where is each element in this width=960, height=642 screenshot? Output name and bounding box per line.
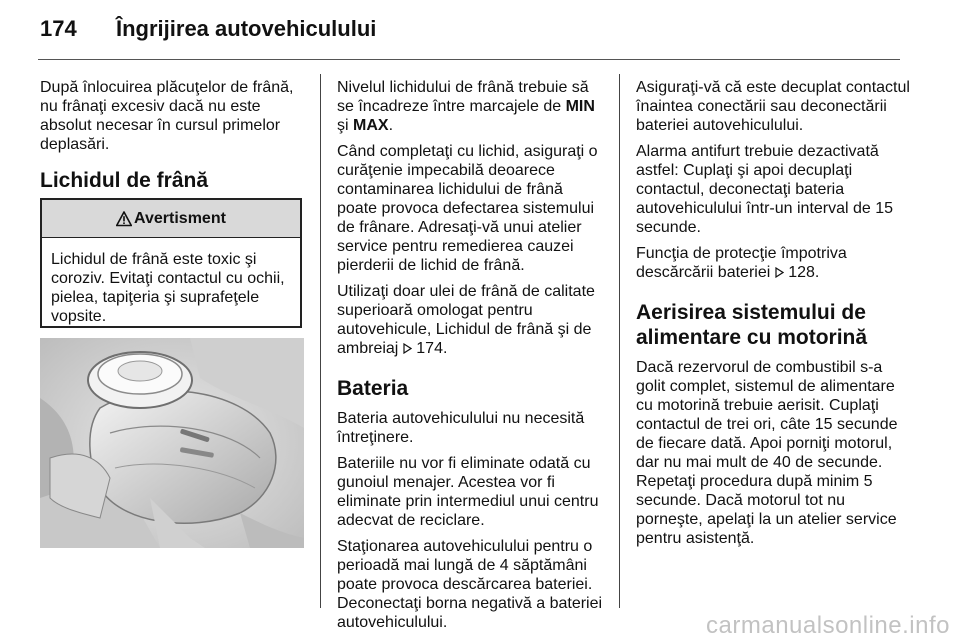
warning-triangle-icon (116, 211, 132, 227)
battery-protection-paragraph: Funcţia de protecţie împotriva descărcării bateriei 128. (636, 245, 847, 281)
page-header (40, 12, 376, 46)
column-1 (40, 78, 308, 201)
battery-disposal-paragraph: Bateriile nu vor fi eliminate odată cu gunoiul menajer. Acestea vor fi eliminate prin intermediul unui centru adecvat de reciclare. (337, 455, 599, 529)
topping-up-paragraph: Când completaţi cu lichid, asiguraţi o curăţenie impecabilă deoarece contaminarea lichidului de frână poate provoca defectarea sistemului de frânare. Adresaţi-vă unui atelier service pentru remedierea cauzei pierderii de lichid de frână. (337, 143, 598, 274)
section-heading-battery: Bateria (337, 377, 409, 400)
min-mark: MIN (565, 98, 595, 115)
header-rule (38, 59, 900, 60)
diesel-bleeding-paragraph: Dacă rezervorul de combustibil s-a golit complet, sistemul de alimentare cu motorină trebuie aerisit. Cuplaţi contactul de trei ori, câte 15 secunde de fiecare dată. Apoi porniţi motorul, dar nu mai mult de 40 de secunde. Repetaţi procedura după minim 5 secunde. Dacă motorul tot nu porneşte, apelaţi la un atelier service pentru asistenţă. (636, 359, 898, 547)
column-2 (337, 78, 607, 639)
section-heading-diesel-bleeding: Aerisirea sistemului de alimentare cu motorină (636, 301, 868, 349)
column-divider-2 (619, 74, 620, 608)
brake-fluid-quality-paragraph: Utilizaţi doar ulei de frână de calitate superioară omologat pentru autovehicule, Lichidul de frână şi de ambreiaj 174. (337, 283, 595, 357)
section-heading-brake-fluid: Lichidul de frână (40, 169, 209, 192)
running-title: Îngrijirea autovehiculului (116, 16, 377, 41)
column-divider-1 (320, 74, 321, 608)
battery-parking-paragraph: Staţionarea autovehiculului pentru o perioadă mai lungă de 4 săptămâni poate provoca descărcarea bateriei. Deconectaţi borna negativă a bateriei autovehiculului. (337, 538, 603, 631)
brake-fluid-level-paragraph: Nivelul lichidului de frână trebuie să se încadreze între marcajele de MIN şi MAX. (337, 79, 595, 134)
watermark: carmanualsonline.info (706, 612, 950, 639)
intro-paragraph: După înlocuirea plăcuţelor de frână, nu frânaţi excesiv dacă nu este absolut necesar în cursul primelor deplasări. (40, 79, 294, 153)
brake-fluid-reservoir-illustration (40, 338, 304, 548)
page-reference-icon (775, 267, 784, 278)
max-mark: MAX (353, 117, 389, 134)
warning-header (42, 200, 300, 238)
battery-maintenance-paragraph: Bateria autovehiculului nu necesită întreţinere. (337, 410, 585, 446)
warning-box (40, 198, 302, 328)
column-3 (636, 78, 911, 555)
warning-title: Avertisment (134, 209, 226, 227)
warning-text: Lichidul de frână este toxic şi coroziv. Evitaţi contactul cu ochii, pielea, tapiţeria şi suprafeţele vopsite. (51, 251, 285, 325)
ignition-off-paragraph: Asiguraţi-vă că este decuplat contactul înaintea conectării sau deconectării bateriei autovehiculului. (636, 79, 910, 134)
page-reference[interactable]: 128. (788, 264, 820, 281)
page-number: 174 (40, 16, 77, 41)
alarm-deactivation-paragraph: Alarma antifurt trebuie dezactivată astfel: Cuplaţi şi apoi decuplaţi contactul, deconectaţi bateria autovehiculului într-un interval de 15 secunde. (636, 143, 894, 236)
page-reference[interactable]: 174. (416, 340, 448, 357)
page-reference-icon (403, 343, 412, 354)
